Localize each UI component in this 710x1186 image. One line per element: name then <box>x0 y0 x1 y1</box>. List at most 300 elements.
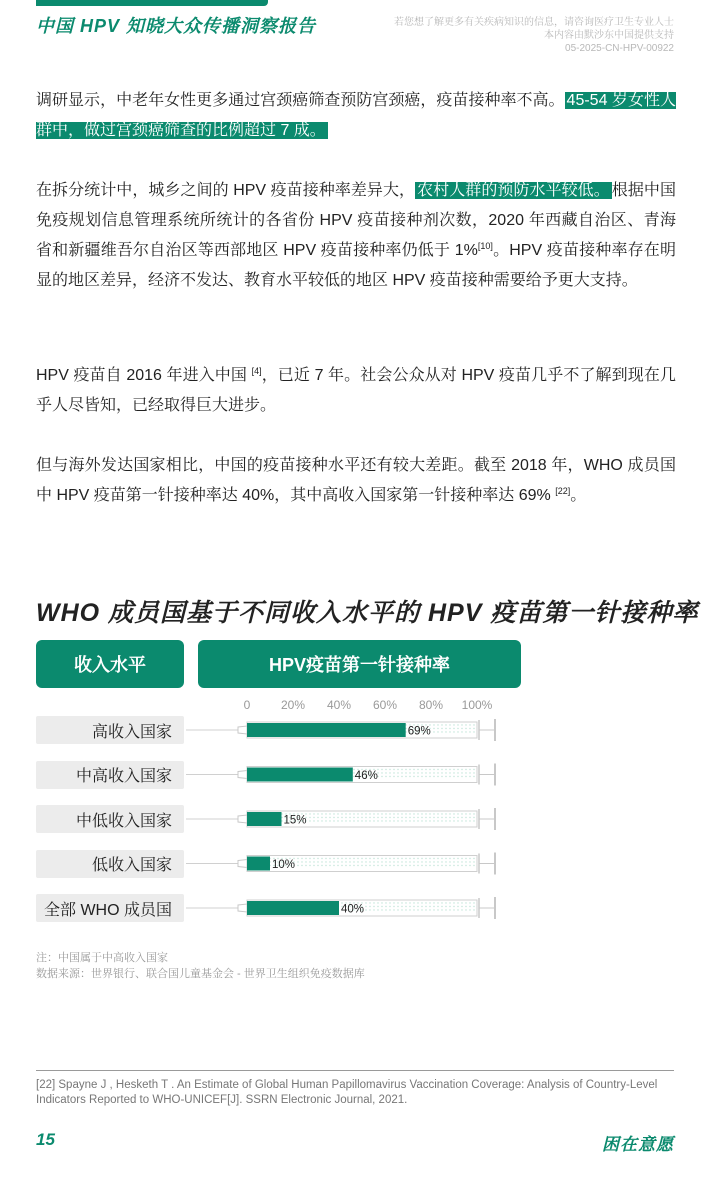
barrel-dot <box>413 813 414 814</box>
barrel-dot <box>433 772 434 773</box>
barrel-dot <box>373 909 374 910</box>
barrel-dot <box>317 861 318 862</box>
barrel-dot <box>361 861 362 862</box>
barrel-dot <box>437 813 438 814</box>
barrel-dot <box>409 909 410 910</box>
barrel-dot <box>369 906 370 907</box>
barrel-dot <box>457 909 458 910</box>
barrel-dot <box>421 772 422 773</box>
barrel-dot <box>465 731 466 732</box>
barrel-dot <box>325 861 326 862</box>
barrel-dot <box>401 820 402 821</box>
barrel-dot <box>305 865 306 866</box>
barrel-dot <box>441 817 442 818</box>
barrel-dot <box>461 865 462 866</box>
barrel-dot <box>449 817 450 818</box>
barrel-dot <box>281 817 282 818</box>
barrel-dot <box>437 772 438 773</box>
barrel-dot <box>417 776 418 777</box>
barrel-dot <box>433 906 434 907</box>
highlight-text: 农村人群的预防水平较低。 <box>417 182 610 199</box>
barrel-dot <box>429 776 430 777</box>
barrel-dot <box>321 820 322 821</box>
barrel-dot <box>469 776 470 777</box>
barrel-dot <box>469 861 470 862</box>
barrel-dot <box>325 813 326 814</box>
barrel-dot <box>409 906 410 907</box>
barrel-dot <box>369 865 370 866</box>
barrel-dot <box>385 776 386 777</box>
barrel-dot <box>469 724 470 725</box>
barrel-dot <box>457 728 458 729</box>
barrel-dot <box>433 776 434 777</box>
barrel-dot <box>341 820 342 821</box>
barrel-dot <box>433 731 434 732</box>
barrel-dot <box>377 865 378 866</box>
barrel-dot <box>465 776 466 777</box>
barrel-dot <box>313 817 314 818</box>
barrel-dot <box>445 769 446 770</box>
barrel-dot <box>329 861 330 862</box>
barrel-dot <box>465 817 466 818</box>
barrel-dot <box>461 861 462 862</box>
barrel-dot <box>333 813 334 814</box>
barrel-dot <box>457 724 458 725</box>
barrel-dot <box>337 865 338 866</box>
barrel-dot <box>453 776 454 777</box>
brand-text: 困在意愿 <box>602 1135 674 1154</box>
barrel-dot <box>405 902 406 903</box>
barrel-dot <box>297 861 298 862</box>
category-label: 中高收入国家 <box>36 761 184 789</box>
barrel-dot <box>425 769 426 770</box>
barrel-dot <box>401 769 402 770</box>
paragraph-urban-rural <box>36 176 676 296</box>
barrel-dot <box>325 820 326 821</box>
barrel-dot <box>425 902 426 903</box>
barrel-dot <box>397 772 398 773</box>
paragraph-text: 根据中国免疫规划信息管理系统所统计的各省份 HPV 疫苗接种剂次数，2020 年西藏自治区、青海省和新疆维吾尔自治区等西部地区 HPV 疫苗接种率仍低于 1% <box>36 182 676 259</box>
barrel-dot <box>469 813 470 814</box>
barrel-dot <box>389 861 390 862</box>
barrel-dot <box>469 731 470 732</box>
barrel-dot <box>453 909 454 910</box>
barrel-dot <box>445 772 446 773</box>
barrel-dot <box>405 772 406 773</box>
barrel-dot <box>473 817 474 818</box>
barrel-dot <box>353 817 354 818</box>
barrel-dot <box>461 776 462 777</box>
barrel-dot <box>389 909 390 910</box>
barrel-dot <box>453 731 454 732</box>
barrel-dot <box>389 813 390 814</box>
barrel-dot <box>453 858 454 859</box>
disclaimer-line: 若您想了解更多有关疾病知识的信息，请咨询医疗卫生专业人士 <box>394 17 674 28</box>
barrel-dot <box>457 776 458 777</box>
barrel-dot <box>417 865 418 866</box>
barrel-dot <box>457 865 458 866</box>
barrel-dot <box>401 861 402 862</box>
barrel-dot <box>341 813 342 814</box>
chart-note: 注：中国属于中高收入国家 <box>36 952 168 964</box>
reference-divider <box>36 1070 674 1071</box>
barrel-dot <box>401 858 402 859</box>
barrel-dot <box>325 817 326 818</box>
barrel-dot <box>441 865 442 866</box>
barrel-dot <box>385 820 386 821</box>
barrel-dot <box>381 776 382 777</box>
barrel-dot <box>421 813 422 814</box>
barrel-dot <box>397 861 398 862</box>
barrel-dot <box>437 817 438 818</box>
barrel-dot <box>325 858 326 859</box>
barrel-dot <box>437 906 438 907</box>
paragraph-text: 。HPV 疫苗接种率存在明显的地区差异，经济不发达、教育水平较低的地区 HPV 疫苗接种需要给予更大支持。 <box>36 242 676 289</box>
barrel-dot <box>361 817 362 818</box>
barrel-dot <box>421 909 422 910</box>
barrel-dot <box>353 813 354 814</box>
barrel-dot <box>425 865 426 866</box>
header-accent-bar <box>36 0 268 6</box>
barrel-dot <box>349 861 350 862</box>
barrel-dot <box>385 902 386 903</box>
barrel-dot <box>381 902 382 903</box>
barrel-dot <box>453 865 454 866</box>
barrel-dot <box>437 731 438 732</box>
barrel-dot <box>457 820 458 821</box>
disclaimer-code: 05-2025-CN-HPV-00922 <box>565 43 674 54</box>
barrel-dot <box>445 728 446 729</box>
barrel-dot <box>397 865 398 866</box>
barrel-dot <box>425 772 426 773</box>
barrel-dot <box>373 861 374 862</box>
barrel-dot <box>469 772 470 773</box>
barrel-dot <box>393 817 394 818</box>
barrel-dot <box>405 858 406 859</box>
barrel-dot <box>413 861 414 862</box>
barrel-dot <box>445 861 446 862</box>
citation: [22] <box>555 486 571 496</box>
value-bar <box>247 901 339 915</box>
barrel-dot <box>437 776 438 777</box>
barrel-dot <box>369 902 370 903</box>
barrel-dot <box>449 724 450 725</box>
barrel-dot <box>409 813 410 814</box>
barrel-dot <box>333 865 334 866</box>
barrel-dot <box>357 861 358 862</box>
barrel-dot <box>413 906 414 907</box>
barrel-dot <box>421 906 422 907</box>
barrel-dot <box>437 861 438 862</box>
barrel-dot <box>377 909 378 910</box>
barrel-dot <box>317 820 318 821</box>
barrel-dot <box>405 861 406 862</box>
barrel-dot <box>421 865 422 866</box>
barrel-dot <box>393 776 394 777</box>
barrel-dot <box>401 909 402 910</box>
barrel-dot <box>441 909 442 910</box>
barrel-dot <box>317 865 318 866</box>
barrel-dot <box>449 902 450 903</box>
barrel-dot <box>465 724 466 725</box>
barrel-dot <box>465 906 466 907</box>
barrel-dot <box>405 769 406 770</box>
barrel-dot <box>449 820 450 821</box>
data-source: 数据来源：世界银行、联合国儿童基金会 - 世界卫生组织免疫数据库 <box>36 968 365 980</box>
barrel-dot <box>457 906 458 907</box>
barrel-dot <box>425 906 426 907</box>
barrel-dot <box>345 813 346 814</box>
barrel-dot <box>409 820 410 821</box>
reference-22: [22] Spayne J , Hesketh T . An Estimate of Global Human Papillomavirus Vaccination Coverage: Analysis of Country-Level Indicators Reported to WHO-UNICEF[J]. SSRN Electronic Journal, 2021. <box>36 1079 658 1106</box>
barrel-dot <box>421 858 422 859</box>
barrel-dot <box>417 858 418 859</box>
barrel-dot <box>473 906 474 907</box>
barrel-dot <box>449 728 450 729</box>
syringe-tip <box>238 726 247 734</box>
barrel-dot <box>401 865 402 866</box>
barrel-dot <box>365 858 366 859</box>
barrel-dot <box>309 820 310 821</box>
barrel-dot <box>441 820 442 821</box>
barrel-dot <box>313 858 314 859</box>
barrel-dot <box>473 728 474 729</box>
barrel-dot <box>441 906 442 907</box>
barrel-dot <box>473 861 474 862</box>
barrel-dot <box>453 728 454 729</box>
barrel-dot <box>409 902 410 903</box>
barrel-dot <box>397 820 398 821</box>
barrel-dot <box>381 772 382 773</box>
barrel-dot <box>449 772 450 773</box>
barrel-dot <box>373 813 374 814</box>
barrel-dot <box>445 820 446 821</box>
barrel-dot <box>313 865 314 866</box>
barrel-dot <box>433 820 434 821</box>
barrel-dot <box>417 817 418 818</box>
barrel-dot <box>445 817 446 818</box>
value-bar <box>247 857 270 871</box>
barrel-dot <box>377 817 378 818</box>
paragraph-text: HPV 疫苗自 2016 年进入中国 <box>36 367 252 384</box>
barrel-dot <box>425 820 426 821</box>
barrel-dot <box>409 772 410 773</box>
barrel-dot <box>473 769 474 770</box>
barrel-dot <box>389 776 390 777</box>
barrel-dot <box>389 902 390 903</box>
barrel-dot <box>333 861 334 862</box>
barrel-dot <box>473 820 474 821</box>
barrel-dot <box>469 865 470 866</box>
barrel-dot <box>305 861 306 862</box>
barrel-dot <box>457 769 458 770</box>
barrel-dot <box>401 772 402 773</box>
barrel-dot <box>449 906 450 907</box>
barrel-dot <box>413 817 414 818</box>
barrel-dot <box>425 909 426 910</box>
barrel-dot <box>309 858 310 859</box>
barrel-dot <box>385 865 386 866</box>
barrel-dot <box>397 858 398 859</box>
barrel-dot <box>405 906 406 907</box>
barrel-dot <box>281 813 282 814</box>
barrel-dot <box>465 909 466 910</box>
barrel-dot <box>385 813 386 814</box>
barrel-dot <box>433 902 434 903</box>
barrel-dot <box>425 776 426 777</box>
barrel-dot <box>317 858 318 859</box>
barrel-dot <box>437 858 438 859</box>
barrel-dot <box>465 902 466 903</box>
barrel-dot <box>389 769 390 770</box>
barrel-dot <box>441 731 442 732</box>
category-label: 全部 WHO 成员国 <box>36 894 184 922</box>
barrel-dot <box>413 769 414 770</box>
barrel-dot <box>413 772 414 773</box>
barrel-dot <box>409 861 410 862</box>
barrel-dot <box>405 817 406 818</box>
tick-label: 20% <box>280 698 306 712</box>
barrel-dot <box>309 817 310 818</box>
barrel-dot <box>429 861 430 862</box>
barrel-dot <box>429 820 430 821</box>
barrel-dot <box>329 865 330 866</box>
barrel-dot <box>377 820 378 821</box>
barrel-dot <box>393 769 394 770</box>
barrel-dot <box>437 902 438 903</box>
barrel-dot <box>349 820 350 821</box>
barrel-dot <box>473 772 474 773</box>
category-label: 低收入国家 <box>36 850 184 878</box>
barrel-dot <box>381 769 382 770</box>
barrel-dot <box>465 813 466 814</box>
barrel-dot <box>389 820 390 821</box>
barrel-dot <box>357 817 358 818</box>
barrel-dot <box>453 861 454 862</box>
barrel-dot <box>465 865 466 866</box>
barrel-dot <box>369 813 370 814</box>
barrel-dot <box>329 817 330 818</box>
barrel-dot <box>429 865 430 866</box>
value-label: 10% <box>272 859 296 871</box>
barrel-dot <box>473 865 474 866</box>
barrel-dot <box>397 776 398 777</box>
barrel-dot <box>449 813 450 814</box>
barrel-dot <box>461 902 462 903</box>
paragraph-text: 调研显示，中老年女性更多通过宫颈癌筛查预防宫颈癌，疫苗接种率不高。 <box>36 92 565 109</box>
barrel-dot <box>405 813 406 814</box>
syringe-tip <box>238 771 247 779</box>
barrel-dot <box>465 861 466 862</box>
value-bar <box>247 812 282 826</box>
barrel-dot <box>417 769 418 770</box>
barrel-dot <box>361 858 362 859</box>
barrel-dot <box>457 858 458 859</box>
barrel-dot <box>337 820 338 821</box>
category-label: 高收入国家 <box>36 716 184 744</box>
barrel-dot <box>441 769 442 770</box>
barrel-dot <box>425 858 426 859</box>
barrel-dot <box>469 820 470 821</box>
barrel-dot <box>441 858 442 859</box>
barrel-dot <box>433 865 434 866</box>
barrel-dot <box>429 909 430 910</box>
barrel-dot <box>409 817 410 818</box>
barrel-dot <box>437 909 438 910</box>
barrel-dot <box>405 776 406 777</box>
barrel-dot <box>365 820 366 821</box>
barrel-dot <box>425 813 426 814</box>
barrel-dot <box>445 865 446 866</box>
barrel-dot <box>369 909 370 910</box>
barrel-dot <box>413 776 414 777</box>
value-label: 46% <box>354 770 378 782</box>
barrel-dot <box>473 724 474 725</box>
barrel-dot <box>393 858 394 859</box>
barrel-dot <box>333 858 334 859</box>
barrel-dot <box>373 865 374 866</box>
barrel-dot <box>381 817 382 818</box>
barrel-dot <box>357 858 358 859</box>
barrel-dot <box>373 817 374 818</box>
barrel-dot <box>345 817 346 818</box>
highlight-text: 45-54 岁女性人群中，做过宫颈癌筛查的比例超过 7 成。 <box>36 92 676 139</box>
barrel-dot <box>441 772 442 773</box>
barrel-dot <box>301 865 302 866</box>
barrel-dot <box>409 769 410 770</box>
barrel-dot <box>309 813 310 814</box>
barrel-dot <box>441 861 442 862</box>
barrel-dot <box>453 813 454 814</box>
paragraph-text: 但与海外发达国家相比，中国的疫苗接种水平还有较大差距。截至 2018 年，WHO 成员国中 HPV 疫苗第一针接种率达 40%，其中高收入国家第一针接种率达 69% <box>36 457 676 504</box>
tick-label: 80% <box>418 698 444 712</box>
barrel-dot <box>417 861 418 862</box>
barrel-dot <box>405 909 406 910</box>
barrel-dot <box>321 858 322 859</box>
barrel-dot <box>473 858 474 859</box>
barrel-dot <box>437 724 438 725</box>
barrel-dot <box>393 861 394 862</box>
barrel-dot <box>393 772 394 773</box>
barrel-dot <box>457 731 458 732</box>
barrel-dot <box>417 909 418 910</box>
barrel-dot <box>397 909 398 910</box>
barrel-dot <box>393 865 394 866</box>
barrel-dot <box>461 731 462 732</box>
barrel-dot <box>417 902 418 903</box>
barrel-dot <box>441 776 442 777</box>
barrel-dot <box>437 728 438 729</box>
barrel-dot <box>469 902 470 903</box>
barrel-dot <box>393 902 394 903</box>
barrel-dot <box>397 902 398 903</box>
barrel-dot <box>465 769 466 770</box>
barrel-dot <box>365 865 366 866</box>
barrel-dot <box>377 906 378 907</box>
barrel-dot <box>461 769 462 770</box>
barrel-dot <box>465 820 466 821</box>
barrel-dot <box>385 858 386 859</box>
barrel-dot <box>317 817 318 818</box>
paragraph-history <box>36 361 676 421</box>
barrel-dot <box>401 902 402 903</box>
barrel-dot <box>321 813 322 814</box>
value-header: HPV疫苗第一针接种率 <box>198 640 521 688</box>
barrel-dot <box>313 861 314 862</box>
barrel-dot <box>297 858 298 859</box>
barrel-dot <box>333 817 334 818</box>
barrel-dot <box>421 861 422 862</box>
